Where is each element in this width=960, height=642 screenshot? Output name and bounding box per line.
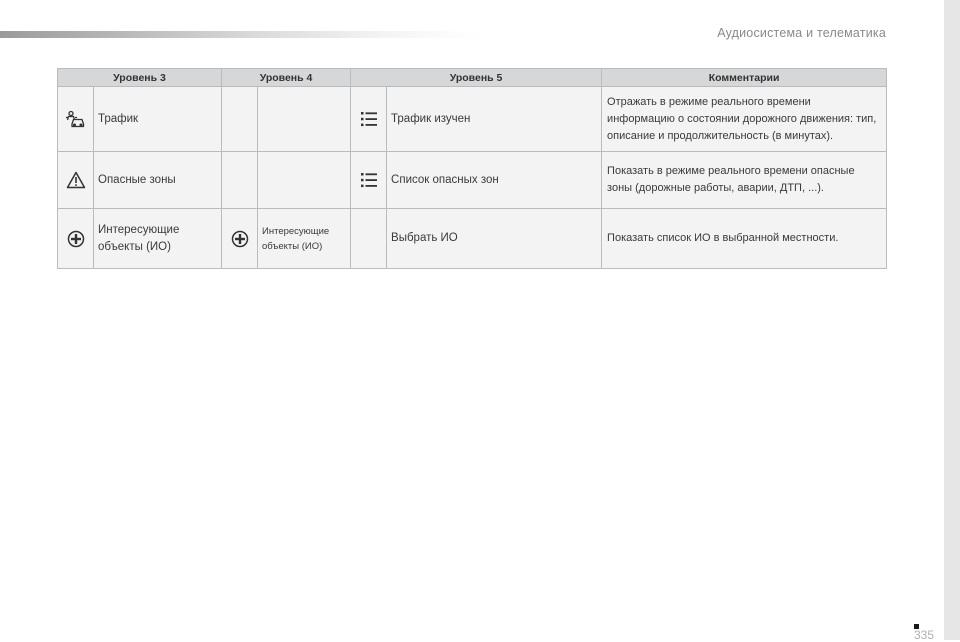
page-number: 335 [914, 628, 935, 642]
table-header-row [58, 69, 887, 87]
table-row [58, 209, 887, 269]
traffic-icon [58, 87, 94, 152]
column-header-level5: Уровень 5 [351, 69, 602, 87]
warning-triangle-icon [58, 152, 94, 209]
level4-icon-cell-empty [222, 87, 258, 152]
section-title: Аудиосистема и телематика [717, 26, 886, 40]
level4-label [258, 152, 351, 209]
level3-label: Опасные зоны [94, 152, 222, 209]
level5-icon-cell-empty [351, 209, 387, 269]
comment-text: Отражать в режиме реального времени информацию о состоянии дорожного движения: тип, описание и продолжительность (в минутах). [602, 87, 887, 152]
list-icon [351, 87, 387, 152]
table-row [58, 87, 887, 152]
level4-label [258, 87, 351, 152]
level5-label: Выбрать ИО [387, 209, 602, 269]
level4-label: Интересующие объекты (ИО) [258, 209, 351, 269]
menu-table [57, 68, 887, 269]
poi-plus-icon [222, 209, 258, 269]
column-header-level4: Уровень 4 [222, 69, 351, 87]
column-header-comments: Комментарии [602, 69, 887, 87]
list-icon [351, 152, 387, 209]
comment-text: Показать в режиме реального времени опасные зоны (дорожные работы, аварии, ДТП, ...). [602, 152, 887, 209]
level3-label: Трафик [94, 87, 222, 152]
table-row [58, 152, 887, 209]
level3-label: Интересующие объекты (ИО) [94, 209, 222, 269]
poi-plus-icon [58, 209, 94, 269]
page-edge-strip [944, 0, 960, 640]
level5-label: Список опасных зон [387, 152, 602, 209]
header-gradient-bar [0, 31, 480, 38]
comment-text: Показать список ИО в выбранной местности. [602, 209, 887, 269]
level5-label: Трафик изучен [387, 87, 602, 152]
column-header-level3: Уровень 3 [58, 69, 222, 87]
level4-icon-cell-empty [222, 152, 258, 209]
